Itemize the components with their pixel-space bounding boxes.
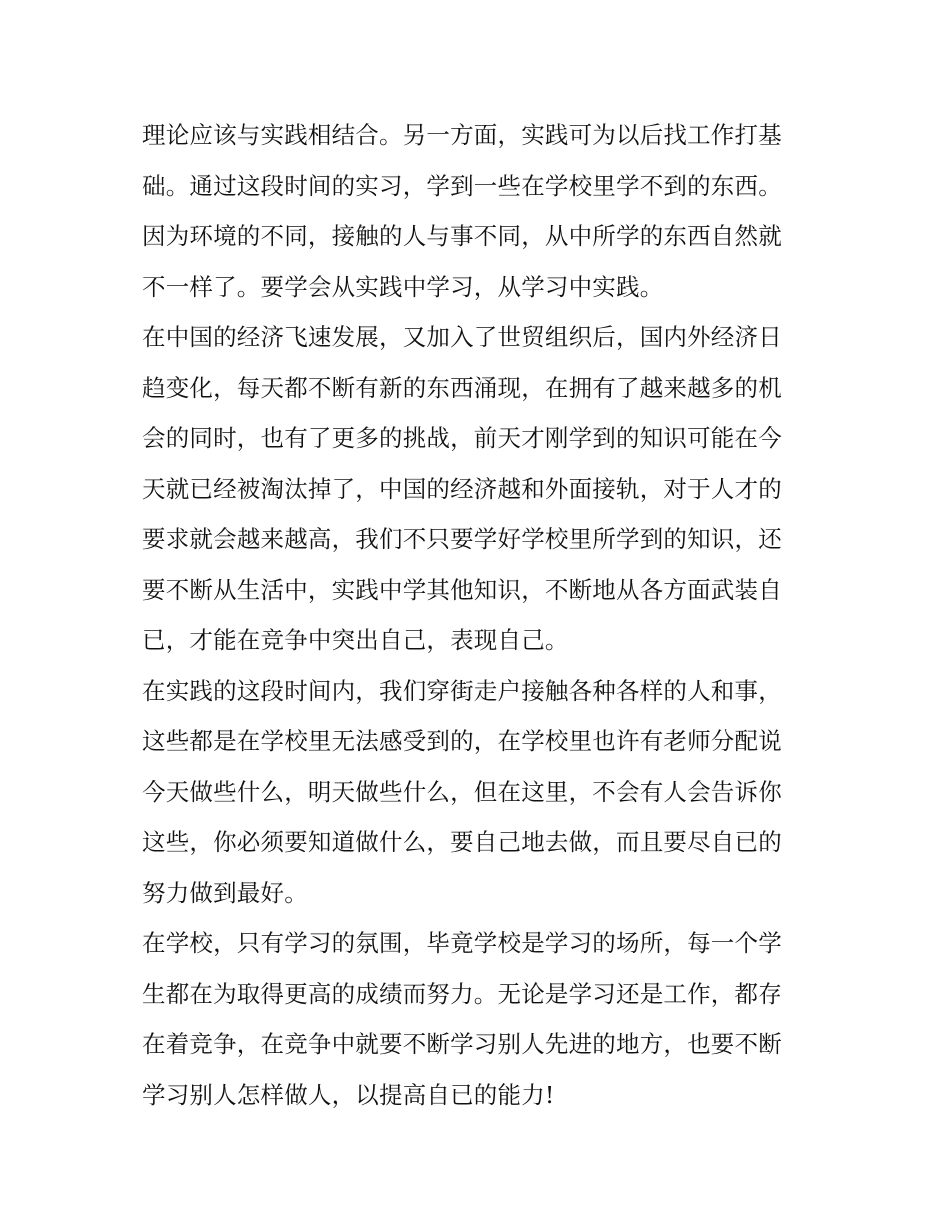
paragraph-line: 这些，你必须要知道做什么，要自己地去做，而且要尽自已的 bbox=[142, 828, 782, 856]
paragraph-line: 今天做些什么，明天做些什么，但在这里，不会有人会告诉你 bbox=[142, 777, 782, 806]
paragraph-line: 已，才能在竞争中突出自己，表现自己。 bbox=[142, 626, 569, 654]
paragraph-line: 在中国的经济飞速发展，又加入了世贸组织后，国内外经济日 bbox=[142, 323, 782, 351]
paragraph-line: 理论应该与实践相结合。另一方面，实践可为以后找工作打基 bbox=[142, 121, 782, 149]
paragraph-line: 趋变化，每天都不断有新的东西涌现，在拥有了越来越多的机 bbox=[142, 373, 782, 402]
paragraph-line: 努力做到最好。 bbox=[142, 878, 308, 907]
paragraph-line: 天就已经被淘汰掉了，中国的经济越和外面接轨，对于人才的 bbox=[142, 474, 782, 503]
paragraph-line: 要不断从生活中，实践中学其他知识，不断地从各方面武装自 bbox=[142, 575, 782, 604]
paragraph-line: 生都在为取得更高的成绩而努力。无论是学习还是工作，都存 bbox=[142, 979, 782, 1008]
paragraph-line: 础。通过这段时间的实习，学到一些在学校里学不到的东西。 bbox=[142, 171, 782, 200]
paragraph-practice-period bbox=[142, 666, 814, 919]
paragraph-practice-theory bbox=[142, 110, 814, 312]
paragraph-line: 会的同时，也有了更多的挑战，前天才刚学到的知识可能在今 bbox=[142, 424, 782, 452]
paragraph-line: 不一样了。要学会从实践中学习，从学习中实践。 bbox=[142, 272, 664, 301]
paragraph-line: 因为环境的不同，接触的人与事不同，从中所学的东西自然就 bbox=[142, 222, 782, 250]
paragraph-line: 学习别人怎样做人，以提高自已的能力! bbox=[142, 1080, 555, 1109]
paragraph-economy-development bbox=[142, 312, 814, 666]
paragraph-line: 在学校，只有学习的氛围，毕竟学校是学习的场所，每一个学 bbox=[142, 929, 782, 957]
paragraph-line: 在着竞争，在竞争中就要不断学习别人先进的地方，也要不断 bbox=[142, 1030, 782, 1058]
paragraph-line: 这些都是在学校里无法感受到的，在学校里也许有老师分配说 bbox=[142, 727, 782, 755]
document-body bbox=[142, 110, 814, 1120]
paragraph-school-competition bbox=[142, 918, 814, 1120]
paragraph-line: 要求就会越来越高，我们不只要学好学校里所学到的知识，还 bbox=[142, 525, 782, 553]
paragraph-line: 在实践的这段时间内，我们穿街走户接触各种各样的人和事， bbox=[142, 676, 782, 705]
